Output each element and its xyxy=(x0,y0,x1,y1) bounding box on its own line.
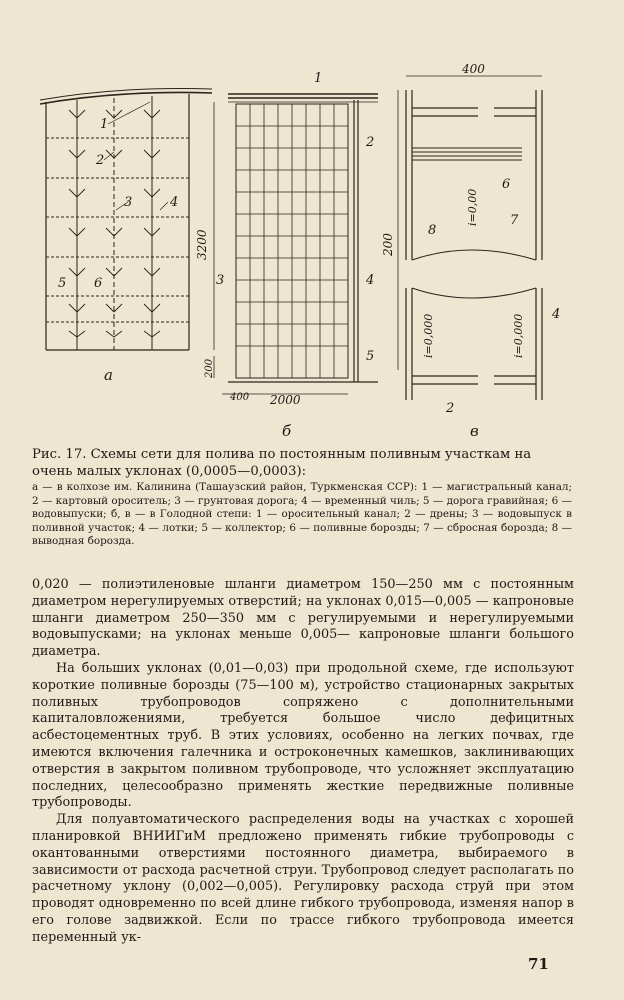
label-v-2: 2 xyxy=(446,401,455,416)
figure-b-letter: б xyxy=(282,422,292,440)
label-a-2: 2 xyxy=(96,153,105,168)
label-b-5: 5 xyxy=(366,349,375,364)
slope-v-3: i=0,000 xyxy=(512,313,525,358)
label-b-4: 4 xyxy=(366,273,375,288)
body-text xyxy=(32,577,574,947)
figure-a-scheme xyxy=(40,88,212,350)
dim-b-width: 2000 xyxy=(270,393,301,407)
label-v-7: 7 xyxy=(510,213,519,228)
paragraph-3: Для полуавтоматического распределения воды на участках с хорошей планировкой ВНИИГиМ предложено применять гибкие трубопроводы с окантованными отверстиями постоянного диаметра, выбираемого в зависимости от расхода расчетной струи. Трубопровод следует располагать по расчетному уклону (0,002—0,005). Регулировку расхода струй при этом проводят одновременно по всей длине гибкого трубопровода, изменяя напор в его голове задвижкой. Если по трассе гибкого трубопровода имеется переменный ук- xyxy=(32,812,574,945)
dim-b-left: 400 xyxy=(230,392,250,403)
figure-v-letter: в xyxy=(470,422,479,440)
dim-v-top: 400 xyxy=(462,62,485,76)
figure-v-labels xyxy=(381,62,560,416)
dim-v-left: 200 xyxy=(381,233,395,256)
label-a-4: 4 xyxy=(170,195,179,210)
label-a-3: 3 xyxy=(124,195,133,210)
slope-v-1: i=0,00 xyxy=(466,188,479,226)
figure-a-labels xyxy=(58,117,178,291)
label-v-8: 8 xyxy=(428,223,437,238)
slope-v-2: i=0,000 xyxy=(422,313,435,358)
figure-a-letter: а xyxy=(104,366,113,384)
label-a-1: 1 xyxy=(100,117,109,132)
label-b-2: 2 xyxy=(366,135,375,150)
figure-b-scheme xyxy=(214,94,378,394)
dim-b-height: 3200 xyxy=(195,229,209,260)
label-v-6: 6 xyxy=(502,177,511,192)
figure-legend: а — в колхозе им. Калинина (Ташаузский район, Туркменская ССР): 1 — магистральный канал; 2 — картовый ороситель; 3 — грунтовая дорога; 4 — временный чиль; 5 — дорога гравийная; 6 — водовыпуски; б, в — в Голодной степи: 1 — оросительный канал; 2 — дрены; 3 — водовыпуск в поливной участок; 4 — лотки; 5 — коллектор; 6 — поливные борозды; 7 — сбросная борозда; 8 — выводная борозда. xyxy=(32,481,572,547)
label-a-5: 5 xyxy=(58,276,67,291)
figure-17-drawing xyxy=(0,60,624,440)
label-v-4: 4 xyxy=(552,307,561,322)
page-number: 71 xyxy=(528,955,549,973)
figure-caption: Рис. 17. Схемы сети для полива по постоянным поливным участкам на очень малых уклонах (0,0005—0,0003): xyxy=(32,447,532,479)
figure-b-labels xyxy=(195,71,374,407)
paragraph-2: На больших уклонах (0,01—0,03) при продольной схеме, где используют короткие поливные борозды (75—100 м), устройство стационарных закрытых поливных трубопроводов сопряжено с дополнительными капиталовложениями, требуется большое число дефицитных асбестоцементных труб. В этих условиях, особенно на легких почвах, где имеются включения галечника и остроконечных камешков, заклинивающих отверстия в закрытом поливном трубопроводе, что усложняет эксплуатацию последних, целесообразно применять жесткие передвижные поливные трубопроводы. xyxy=(32,660,574,811)
label-a-6: 6 xyxy=(94,276,103,291)
label-b-3: 3 xyxy=(216,273,225,288)
dim-b-bottom: 200 xyxy=(204,358,215,378)
label-b-1: 1 xyxy=(314,71,323,86)
figure-17 xyxy=(0,60,624,440)
paragraph-1: 0,020 — полиэтиленовые шланги диаметром 150—250 мм с постоянным диаметром нерегулируемых отверстий; на уклонах 0,015—0,005 — капроновые шланги диаметром 250—350 мм с регулируемыми и нерегулируемыми водовыпусками; на уклонах меньше 0,005— капроновые шланги большого диаметра. xyxy=(32,577,574,660)
